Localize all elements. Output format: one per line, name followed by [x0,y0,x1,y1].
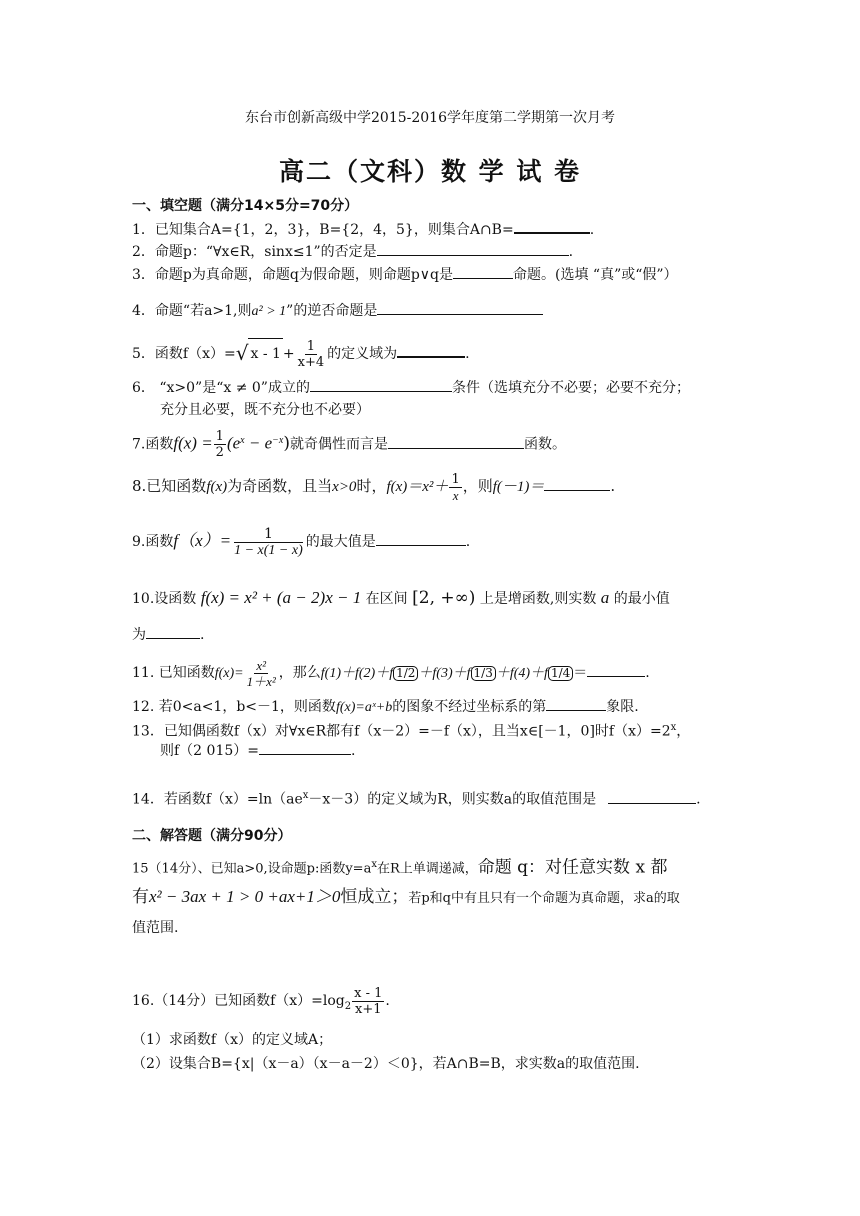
answer-blank [546,696,606,711]
question-14: 14．若函数$f(x)=\ln(ae^x-x-3)$的定义域为R，则实数a的取值范围是 . [132,790,701,808]
question-12: 12. 若0<a<1，b<－1，则函数f(x)=aˣ+b的图象不经过坐标系的第 象限. [132,696,639,718]
question-16-part-1: （1）求函数f（x）的定义域A； [132,1032,333,1048]
question-10: 10.设函数 f(x) = x² + (a − 2)x − 1 在区间 [2, +∞) 上是增函数,则实数 a 的最小值 [132,588,670,608]
question-10-cont: 为 . [132,624,204,645]
question-3: 3．命题p为真命题，命题q为假命题，则命题p∨q是 命题。(选填 “真”或“假”） [132,264,678,285]
question-2: 2．命题p：“∀x∈R，sinx≤1”的否定是 . [132,241,573,262]
answer-blank [259,740,351,755]
fraction-half: 1/2 [393,666,418,681]
answer-blank [544,476,610,491]
question-8: 8.已知函数f(x)为奇函数，且当x>0时，f(x)＝x²＋ $\frac{1}{x}$ ，则f(－1)＝ . [132,471,616,503]
question-6-options: 充分且必要，既不充分也不必要） [160,402,370,418]
answer-blank [146,624,200,639]
question-9: 9.函数f（x）= $\frac{1}{1 - x(1 - x)}$ 的最大值是 . [132,525,471,558]
question-15-cont: 有x² − 3ax + 1 > 0 +ax+1＞0恒成立；若p和q中有且只有一个命题为真命题，求a的取 [132,887,680,907]
answer-blank [587,662,645,677]
fraction-quarter: 1/4 [548,666,573,681]
question-11: 11. 已知函数f(x)= $\frac{\text{x²}}{\text{1＋x²}}$ ，那么f(1)＋f(2)＋f 1/2 ＋f(3)＋f 1/3 ＋f(4)＋f 1/4 ＝ . [132,657,650,689]
question-15: 15（14分）、已知a>0,设命题p:函数$y=a^x$在R上单调递减，命题 q：对任意实数 x 都 [132,857,668,878]
question-15-end: 值范围. [132,920,179,936]
page-title: 高二（文科）数 学 试 卷 [278,157,582,186]
question-6: 6． “x>0”是“x ≠ 0”成立的 条件（选填充分不必要；必要不充分； [132,377,690,398]
answer-blank [397,342,465,358]
question-5: 5．函数f（x）=√ x - 1 + $\frac{1}{x+4}$ 的定义域为 . [132,338,470,370]
section-solutions-heading: 二、解答题（满分90分） [132,828,292,844]
answer-blank [376,531,466,546]
question-16-part-2: （2）设集合B={x|（x－a）（x－a－2）＜0}，若A∩B=B，求实数a的取值范围. [132,1056,640,1072]
question-1: 1．已知集合A={1，2，3}，B={2，4，5}，则集合A∩B= . [132,218,594,240]
answer-blank [388,434,524,449]
question-7: 7.函数f(x) = $\frac{1}{2}$ $(e^x - e^{-x})$就奇偶性而言是 函数。 [132,429,566,461]
answer-blank [453,264,513,279]
answer-blank [514,218,590,234]
fraction-third: 1/3 [471,666,496,681]
question-13: 13．已知偶函数f（x）对∀x∈R都有f（x－2）=－f（x），且当x∈[－1，0]时$f(x)=2^x$， [132,722,691,740]
question-13-cont: 则f（2 015）= . [160,740,355,761]
school-header: 东台市创新高级中学2015-2016学年度第二学期第一次月考 [245,110,615,126]
answer-blank [377,300,543,315]
question-16: 16.（14分）已知函数$f(x)=\log_2$ $\frac{x - 1}{x+1}$ . [132,985,390,1017]
answer-blank [310,377,452,392]
section-fill-blank-heading: 一、填空题（满分14×5分=70分） [132,198,359,214]
answer-blank [608,789,696,804]
question-4: 4．命题“若a>1,则a² > 1”的逆否命题是 [132,300,543,322]
answer-blank [377,241,569,256]
